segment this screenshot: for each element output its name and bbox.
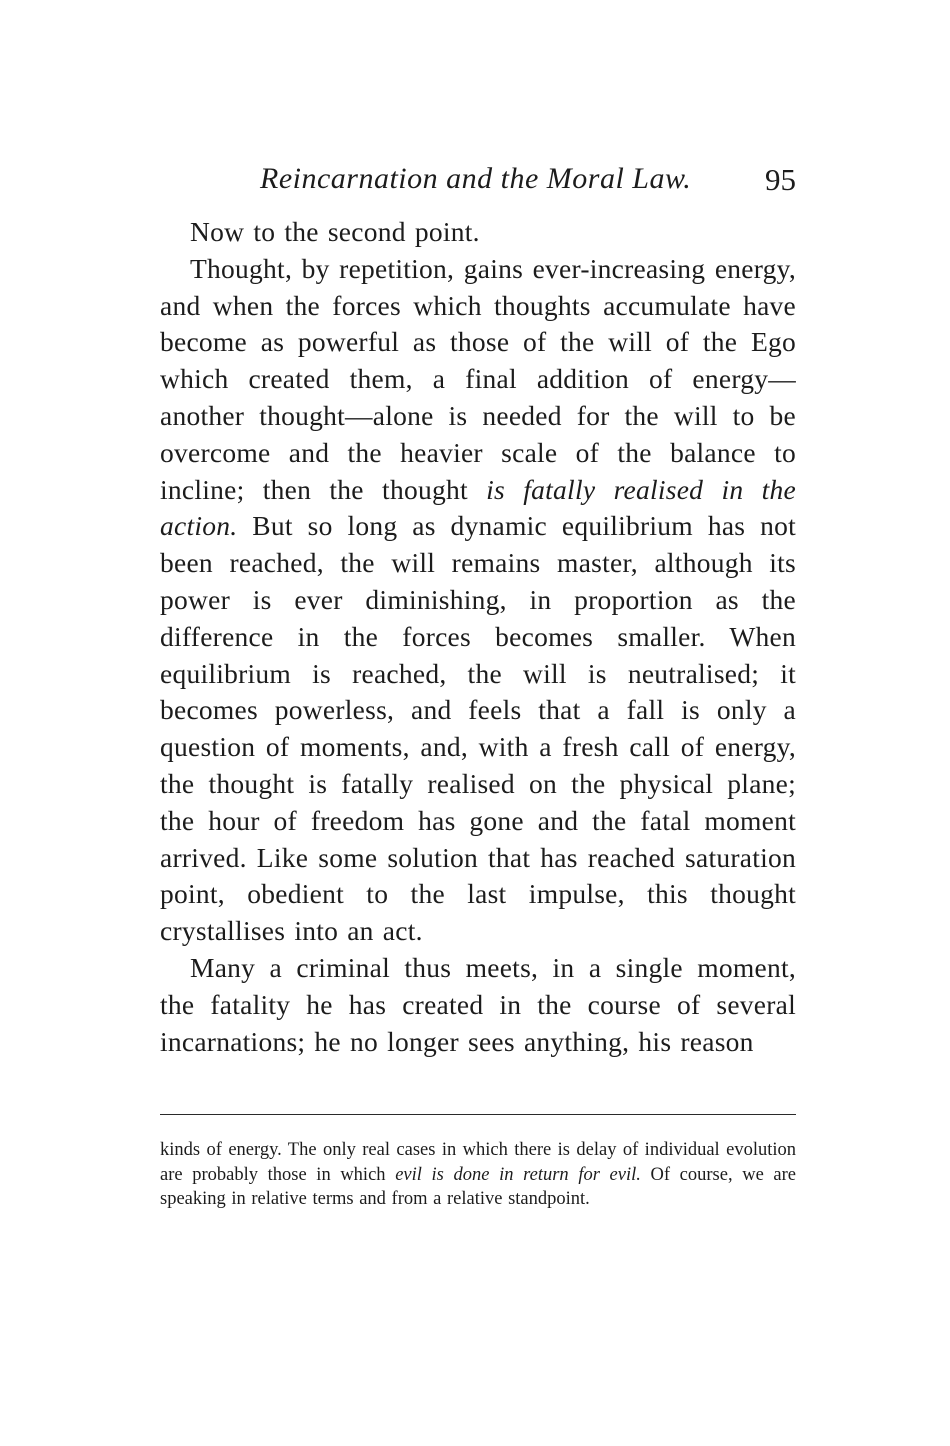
paragraph-text: Now to the second point. [190,216,480,247]
page-number: 95 [765,162,796,197]
footnote-divider [160,1114,796,1115]
italic-phrase: is fatally realised in the action. [160,473,796,542]
footnote-part: Of course, we are speaking in relative terms and from a relative standpoint. [160,1164,797,1210]
paragraph-text: Many a criminal thus meets, in a single moment, the fatality he has created in the course of several incarnations; he no longer sees anything, his reason [160,951,796,1057]
body-text [160,214,796,1060]
running-head [160,162,796,206]
running-title: Reincarnation and the Moral Law. [260,162,692,195]
paragraph-text: But so long as dynamic equilibrium has not been reached, the will remains master, although its power is ever diminishing, in proportion as the difference in the forces becomes smaller. When equilibrium is reached, the will is neutralised; it becomes powerless, and feels that a fall is only a question of moments, and, with a fresh call of energy, the thought is fatally realised on the physical plane; the hour of freedom has gone and the fatal moment arrived. Like some solution that has reached saturation point, obedient to the last impulse, this thought crystallises into an act. [160,510,796,947]
footnote-part: kinds of energy. The only real cases in which there is delay of individual evolution are probably those in which [160,1140,796,1185]
paragraph [160,251,796,950]
footnote [160,1138,796,1212]
paragraph-text: Thought, by repetition, gains ever-increasing energy, and when the forces which thoughts accumulate have become as powerful as those of the will of the Ego which created them, a final addition of energy—another thought—alone is needed for the will to be overcome and the heavier scale of the balance to incline; then the thought [160,252,796,505]
paragraph [160,950,796,1060]
footnote-italic: evil is done in return for evil. [395,1164,641,1185]
footnote-text [160,1138,796,1212]
paragraph [160,214,796,251]
